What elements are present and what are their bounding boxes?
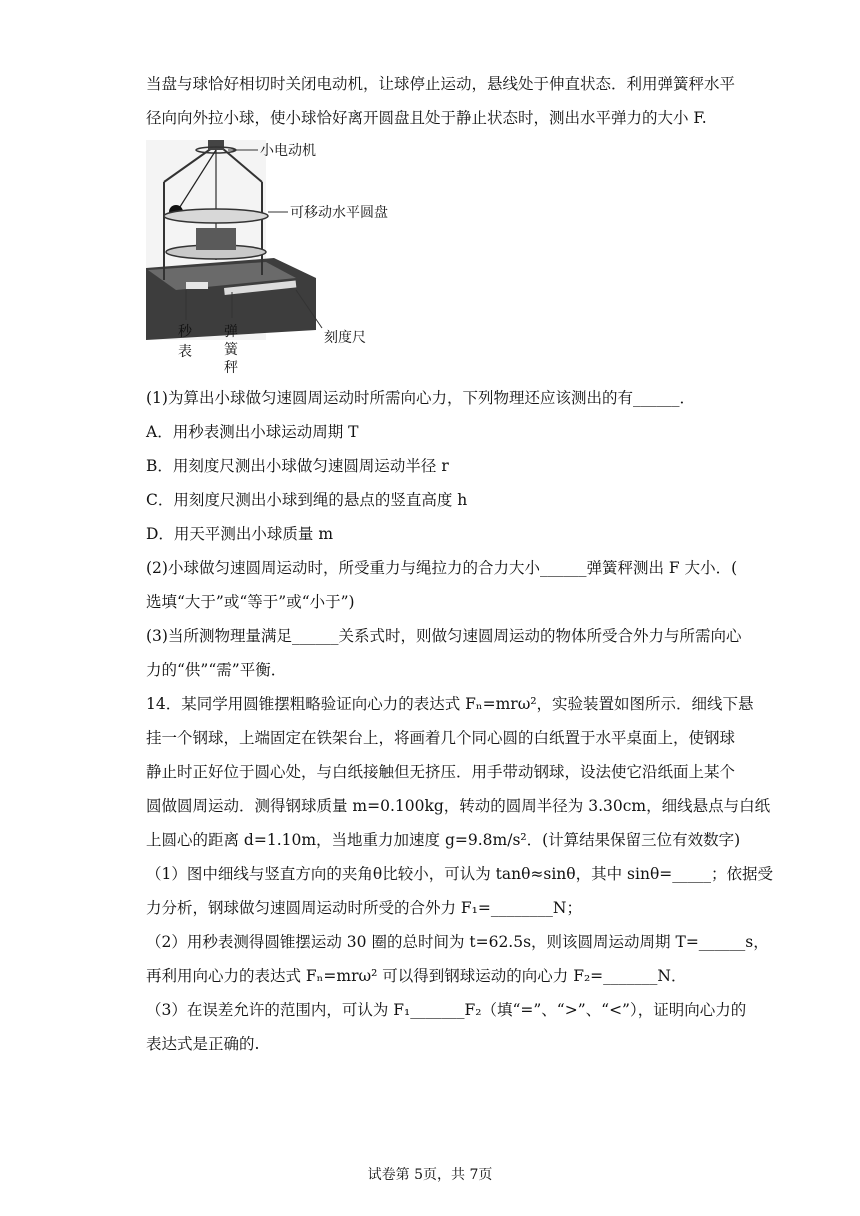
subquestion-1: （1）图中细线与竖直方向的夹角θ比较小，可认为 tanθ≈sinθ，其中 sinθ=_____；依据受 — [146, 865, 774, 883]
page-footer: 试卷第 5页，共 7页 — [367, 1167, 493, 1183]
option-a: A．用秒表测出小球运动周期 T — [146, 423, 359, 441]
label-spring-scale — [224, 324, 239, 375]
subquestion-3: （3）在误差允许的范围内，可认为 F₁_______F₂（填“=”、“>”、“<”），证明向心力的 — [146, 1001, 747, 1019]
label-disc: 可移动水平圆盘 — [290, 205, 388, 221]
question-2: (2)小球做匀速圆周运动时，所受重力与绳拉力的合力大小______弹簧秤测出 F 大小．( — [146, 559, 738, 577]
text-line: 当盘与球恰好相切时关闭电动机，让球停止运动，悬线处于伸直状态．利用弹簧秤水平 — [146, 75, 736, 93]
label-ruler: 刻度尺 — [324, 330, 366, 346]
subquestion-3-cont: 表达式是正确的. — [146, 1035, 260, 1053]
subquestion-2: （2）用秒表测得圆锥摆运动 30 圈的总时间为 t=62.5s，则该圆周运动周期 T=______s， — [146, 933, 769, 951]
text-line: 圆做圆周运动．测得钢球质量 m=0.100kg，转动的圆周半径为 3.30cm，细线悬点与白纸 — [146, 797, 771, 815]
problem-14: 14．某同学用圆锥摆粗略验证向心力的表达式 Fₙ=mrω²，实验装置如图所示．细线下悬 — [146, 695, 754, 713]
svg-text:表: 表 — [178, 344, 192, 360]
svg-text:秤: 秤 — [224, 360, 238, 375]
text-line: 径向向外拉小球，使小球恰好离开圆盘且处于静止状态时，测出水平弹力的大小 F. — [146, 109, 707, 127]
question-2-cont: 选填“大于”或“等于”或“小于”) — [146, 593, 355, 611]
label-motor: 小电动机 — [260, 143, 316, 159]
apparatus-figure — [146, 140, 396, 375]
label-stopwatch — [178, 323, 193, 360]
subquestion-1-cont: 力分析，钢球做匀速圆周运动时所受的合外力 F₁=________N； — [146, 899, 582, 917]
question-3: (3)当所测物理量满足______关系式时，则做匀速圆周运动的物体所受合外力与所需向心 — [146, 627, 742, 645]
question-1: (1)为算出小球做匀速圆周运动时所需向心力，下列物理还应该测出的有______． — [146, 389, 695, 407]
text-line: 挂一个钢球，上端固定在铁架台上，将画着几个同心圆的白纸置于水平桌面上，使钢球 — [146, 729, 736, 747]
svg-text:秒: 秒 — [178, 324, 192, 340]
svg-text:簧: 簧 — [224, 342, 238, 358]
text-line: 静止时正好位于圆心处，与白纸接触但无挤压．用手带动钢球，设法使它沿纸面上某个 — [146, 763, 736, 781]
option-d: D．用天平测出小球质量 m — [146, 525, 334, 543]
option-b: B．用刻度尺测出小球做匀速圆周运动半径 r — [146, 457, 449, 475]
subquestion-2-cont: 再利用向心力的表达式 Fₙ=mrω² 可以得到钢球运动的向心力 F₂=_______N． — [146, 967, 687, 985]
text-line: 上圆心的距离 d=1.10m，当地重力加速度 g=9.8m/s²．(计算结果保留三位有效数字) — [146, 831, 741, 849]
option-c: C．用刻度尺测出小球到绳的悬点的竖直高度 h — [146, 491, 468, 509]
question-3-cont: 力的“供”“需”平衡． — [146, 661, 287, 679]
svg-text:弹: 弹 — [224, 324, 238, 340]
